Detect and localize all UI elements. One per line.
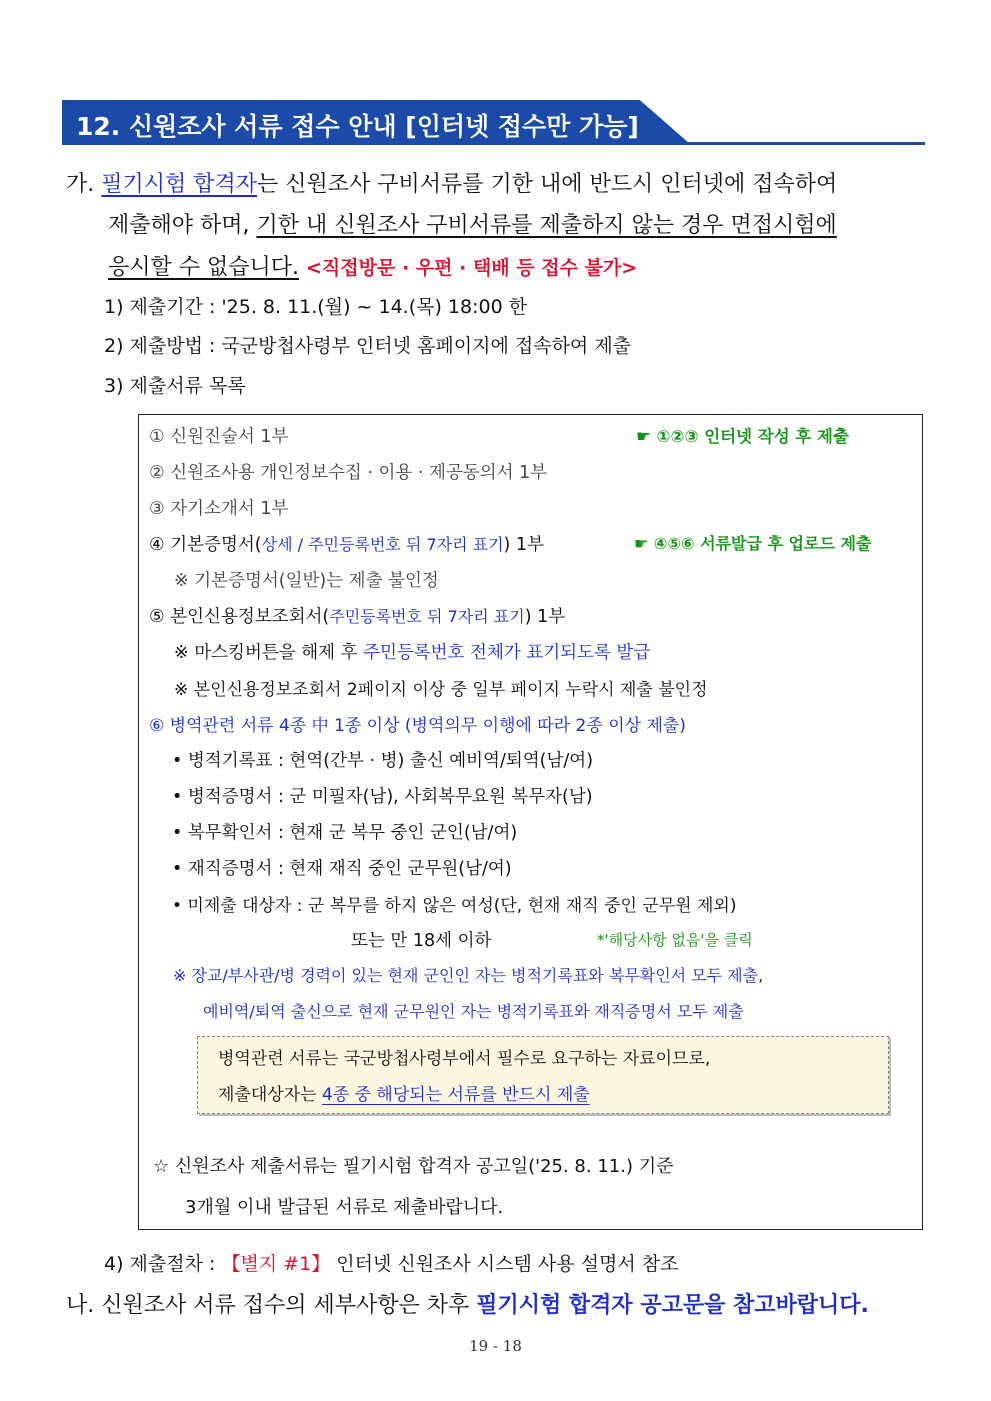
section-title: 12. 신원조사 서류 접수 안내 [인터넷 접수만 가능] bbox=[76, 112, 639, 141]
note-line2-highlight: 4종 중 해당되는 서류를 반드시 제출 bbox=[321, 1085, 590, 1105]
item-4-text: 인터넷 신원조사 시스템 사용 설명서 참조 bbox=[330, 1253, 679, 1275]
doc-123-note: ☛ ①②③ 인터넷 작성 후 제출 bbox=[636, 427, 849, 446]
military-documents-note bbox=[197, 1036, 889, 1114]
item-4-label: 4) 제출절차 : bbox=[104, 1253, 222, 1275]
doc-456-note: ☛ ④⑤⑥ 서류발급 후 업로드 제출 bbox=[634, 534, 872, 553]
appendix-1-reference: 【별지 #1】 bbox=[221, 1253, 331, 1275]
item-submission-period: 1) 제출기간 : '25. 8. 11.(월) ~ 14.(목) 18:00 한 bbox=[104, 296, 528, 318]
remark-officer-line2: 예비역/퇴역 출신으로 현재 군무원인 자는 병적기록표와 재직증명서 모두 제출 bbox=[203, 1002, 744, 1021]
section-header bbox=[62, 100, 925, 146]
item-submission-method: 2) 제출방법 : 국군방첩사령부 인터넷 홈페이지에 접속하여 제출 bbox=[104, 335, 632, 357]
doc-1: ① 신원진술서 1부 bbox=[149, 427, 289, 447]
bullet-military-record: • 병적기록표 : 현역(간부 · 병) 출신 예비역/퇴역(남/여) bbox=[172, 751, 594, 771]
section-ga-line2-text: 제출해야 하며, bbox=[108, 213, 257, 238]
bullet-non-submitter: • 미제출 대상자 : 군 복무를 하지 않은 여성(단, 현재 재직 중인 군무원 제외) bbox=[172, 896, 737, 916]
note-line2 bbox=[218, 1080, 590, 1105]
section-na-text: 나. 신원조사 서류 접수의 세부사항은 차후 bbox=[66, 1293, 477, 1318]
cannot-apply-underlined: 응시할 수 없습니다. bbox=[108, 255, 299, 280]
section-ga-marker: 가. bbox=[66, 172, 95, 197]
section-ga-line2 bbox=[108, 208, 837, 239]
bullet-non-submitter-cont: 또는 만 18세 이하 bbox=[351, 931, 492, 951]
doc-4-label: ④ 기본증명서( bbox=[149, 535, 262, 555]
doc-5-remark-1-highlight: 주민등록번호 전체가 표기되도록 발급 bbox=[363, 643, 651, 663]
doc-4-count: ) 1부 bbox=[503, 535, 544, 555]
doc-6: ⑥ 병역관련 서류 4종 中 1종 이상 (병역의무 이행에 따라 2종 이상 제출) bbox=[149, 716, 686, 736]
doc-5-count: ) 1부 bbox=[524, 607, 566, 627]
bullet-military-certificate: • 병적증명서 : 군 미필자(남), 사회복무요원 복무자(남) bbox=[172, 787, 593, 807]
doc-3: ③ 자기소개서 1부 bbox=[149, 499, 289, 519]
star-note-line1: ☆ 신원조사 제출서류는 필기시험 합격자 공고일('25. 8. 11.) 기준 bbox=[153, 1156, 674, 1177]
doc-5-label: ⑤ 본인신용정보조회서( bbox=[149, 607, 330, 627]
not-applicable-note: *'해당사항 없음'을 클릭 bbox=[597, 931, 753, 949]
bullet-employment-certificate: • 재직증명서 : 현재 재직 중인 군무원(남/여) bbox=[172, 859, 512, 879]
section-ga-line1-text: 는 신원조사 구비서류를 기한 내에 반드시 인터넷에 접속하여 bbox=[257, 172, 838, 197]
deadline-warning-underlined: 기한 내 신원조사 구비서류를 제출하지 않는 경우 면접시험에 bbox=[256, 213, 837, 238]
no-visit-mail-notice: <직접방문 · 우편 · 택배 등 접수 불가> bbox=[306, 257, 638, 279]
section-na bbox=[66, 1288, 869, 1319]
section-ga-line3 bbox=[108, 250, 637, 281]
doc-5 bbox=[149, 603, 565, 628]
doc-4 bbox=[149, 531, 544, 556]
item-submission-procedure bbox=[104, 1249, 678, 1276]
highlight-written-exam-passers: 필기시험 합격자 bbox=[101, 172, 258, 197]
doc-5-detail: 주민등록번호 뒤 7자리 표기 bbox=[329, 607, 525, 626]
page-number: 19 - 18 bbox=[469, 1337, 522, 1355]
doc-5-remark-2: ※ 본인신용정보조회서 2페이지 이상 중 일부 페이지 누락시 제출 불인정 bbox=[174, 680, 708, 700]
section-na-highlight: 필기시험 합격자 공고문을 참고바랍니다. bbox=[476, 1293, 869, 1318]
remark-officer-line1: ※ 장교/부사관/병 경력이 있는 현재 군인인 자는 병적기록표와 복무확인서 모두 제출, bbox=[173, 966, 764, 985]
doc-5-remark-1 bbox=[174, 639, 650, 664]
doc-2: ② 신원조사용 개인정보수집 · 이용 · 제공동의서 1부 bbox=[149, 463, 548, 483]
note-line2-text: 제출대상자는 bbox=[218, 1085, 322, 1105]
note-line1: 병역관련 서류는 국군방첩사령부에서 필수로 요구하는 자료이므로, bbox=[218, 1049, 711, 1069]
doc-4-detail: 상세 / 주민등록번호 뒤 7자리 표기 bbox=[261, 535, 504, 554]
doc-4-remark: ※ 기본증명서(일반)는 제출 불인정 bbox=[174, 571, 439, 591]
section-ga-line1 bbox=[66, 167, 837, 198]
star-note-line2: 3개월 이내 발급된 서류로 제출바랍니다. bbox=[185, 1197, 504, 1218]
bullet-service-confirmation: • 복무확인서 : 현재 군 복무 중인 군인(남/여) bbox=[172, 823, 518, 843]
doc-5-remark-1-text: ※ 마스킹버튼을 해제 후 bbox=[174, 643, 364, 663]
item-document-list: 3) 제출서류 목록 bbox=[104, 375, 246, 397]
